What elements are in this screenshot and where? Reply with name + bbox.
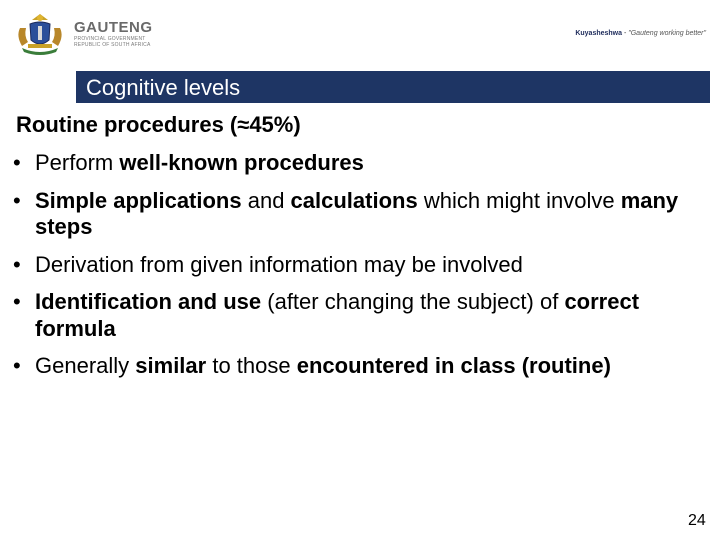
bullet-item xyxy=(0,188,700,241)
slogan-text: "Gauteng working better" xyxy=(628,30,706,37)
bullet-marker: • xyxy=(13,150,21,175)
slide-title: Cognitive levels xyxy=(86,75,241,100)
title-bar xyxy=(76,71,710,103)
bullet-emphasis: correct formula xyxy=(35,289,640,341)
bullet-item xyxy=(0,289,700,342)
bullet-marker: • xyxy=(13,289,21,314)
bullet-text: Derivation from given information may be involved xyxy=(35,251,523,277)
bullet-marker: • xyxy=(13,251,21,277)
logo-name: GAUTENG xyxy=(74,19,153,36)
logo-subtitle-1: PROVINCIAL GOVERNMENT xyxy=(74,36,146,42)
bullet-list xyxy=(0,150,700,391)
page-number: 24 xyxy=(688,512,706,529)
section-heading: Routine procedures (≈45%) xyxy=(16,112,301,137)
slogan-brand: Kuyasheshwa xyxy=(575,30,623,37)
bullet-emphasis: Identification and use xyxy=(35,289,262,314)
bullet-marker: • xyxy=(13,187,21,213)
bullet-marker: • xyxy=(13,353,21,378)
bullet-text: and xyxy=(241,187,291,213)
bullet-emphasis: many steps xyxy=(35,187,679,239)
logo-subtitle-2: REPUBLIC OF SOUTH AFRICA xyxy=(74,42,151,48)
bullet-text: (after changing the subject) of xyxy=(261,289,565,314)
slide-header xyxy=(0,0,720,72)
bullet-text: Perform xyxy=(35,150,120,175)
bullet-item xyxy=(0,252,700,279)
bullet-emphasis: similar xyxy=(135,353,207,378)
bullet-text: Generally xyxy=(35,353,136,378)
coat-of-arms-icon xyxy=(12,10,68,58)
slogan-separator: - xyxy=(622,30,629,37)
slogan xyxy=(575,30,706,37)
bullet-emphasis: Simple applications xyxy=(35,187,242,213)
bullet-text: to those xyxy=(206,353,297,378)
gauteng-logo xyxy=(12,10,153,58)
bullet-item xyxy=(0,353,700,380)
bullet-item xyxy=(0,150,700,177)
bullet-emphasis: well-known procedures xyxy=(119,150,364,175)
bullet-text: which might involve xyxy=(417,187,621,213)
bullet-emphasis: calculations xyxy=(290,187,418,213)
bullet-emphasis: encountered in class (routine) xyxy=(296,353,611,378)
